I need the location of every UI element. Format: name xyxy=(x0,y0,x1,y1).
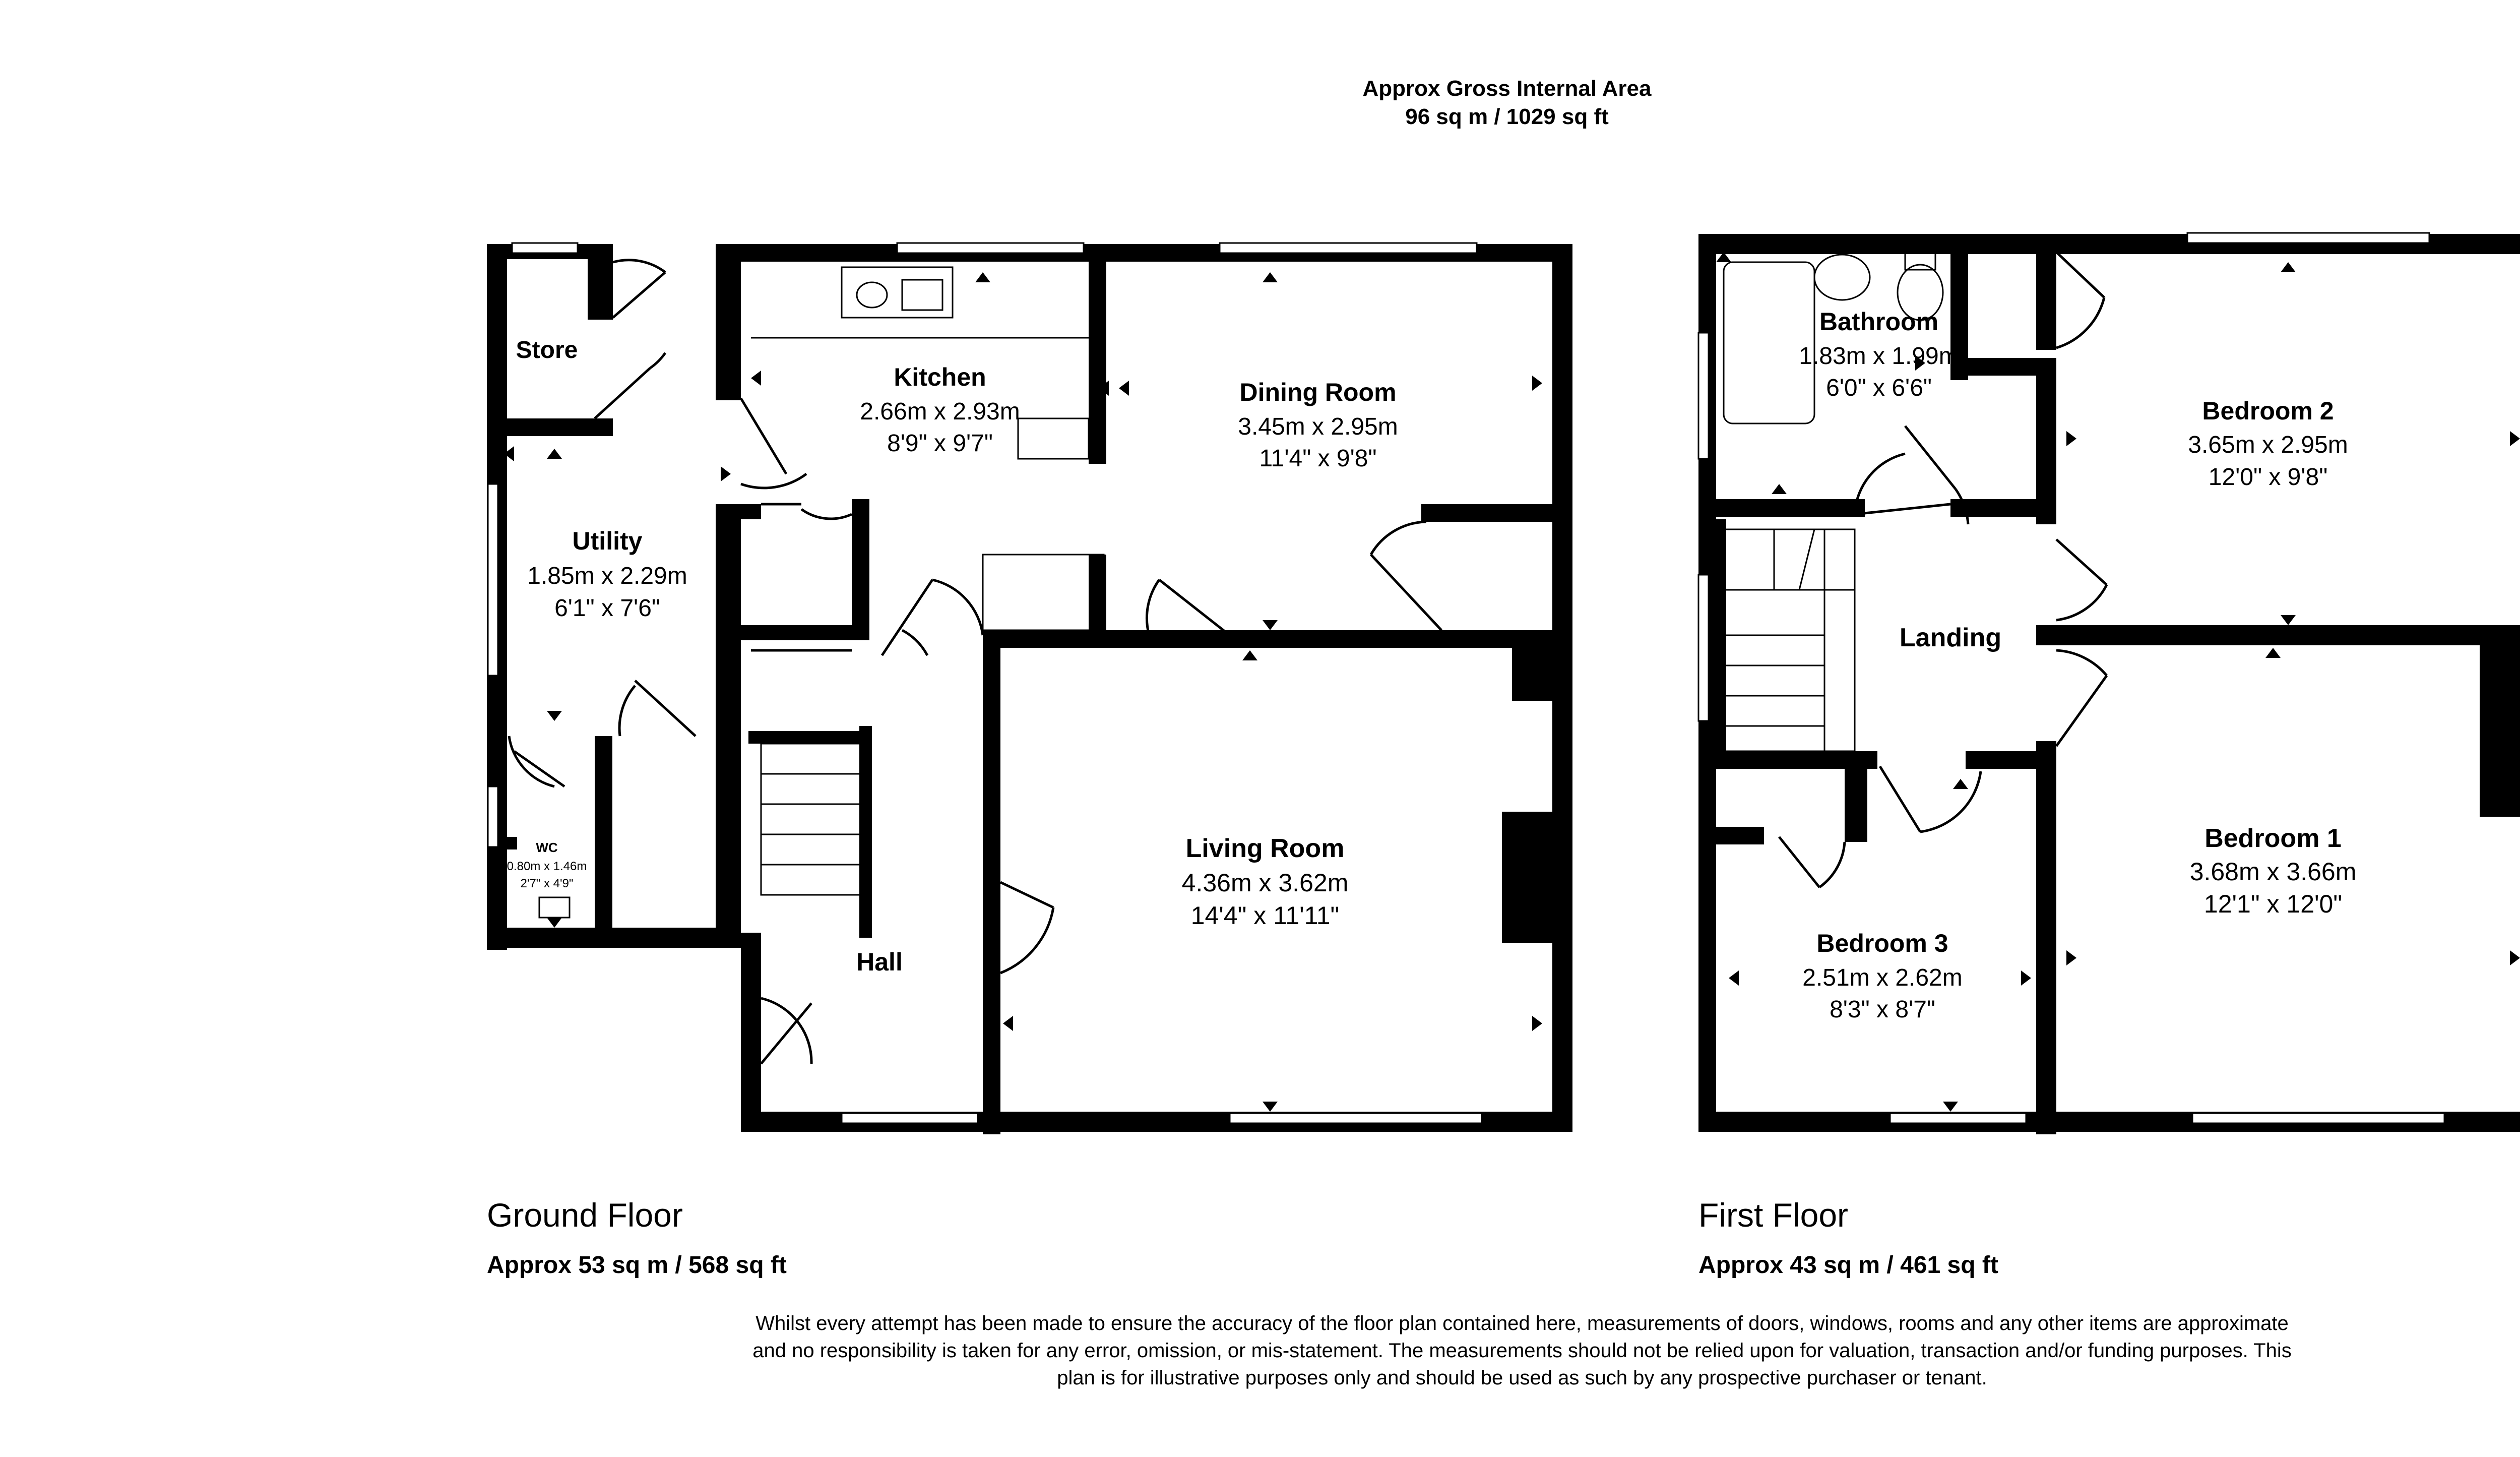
room-living xyxy=(1182,834,1349,930)
room-bedroom1 xyxy=(2190,824,2357,918)
room-name: Bedroom 1 xyxy=(2204,824,2342,853)
window xyxy=(842,1113,978,1123)
room-name: Kitchen xyxy=(894,363,986,391)
first-floor-area: Approx 43 sq m / 461 sq ft xyxy=(1698,1252,1998,1279)
ground-floor-plan xyxy=(487,243,1572,1134)
room-imperial: 11'4" x 9'8" xyxy=(1259,445,1377,472)
room-imperial: 12'1" x 12'0" xyxy=(2203,890,2343,918)
room-hall xyxy=(856,948,903,976)
window xyxy=(2187,233,2429,243)
window xyxy=(897,243,1084,253)
room-bedroom3 xyxy=(1802,929,1962,1023)
room-metric: 0.80m x 1.46m xyxy=(507,860,587,873)
ground-floor-title: Ground Floor xyxy=(487,1196,683,1234)
window xyxy=(488,786,498,847)
room-name: WC xyxy=(536,840,558,855)
room-imperial: 8'3" x 8'7" xyxy=(1830,996,1935,1023)
room-metric: 3.68m x 3.66m xyxy=(2189,858,2357,886)
room-name: Hall xyxy=(856,948,903,976)
gross-area-value: 96 sq m / 1029 sq ft xyxy=(1405,104,1609,129)
room-name: Utility xyxy=(572,527,643,555)
room-utility xyxy=(527,527,687,622)
room-imperial: 12'0" x 9'8" xyxy=(2208,464,2328,491)
window xyxy=(1220,243,1477,253)
room-landing xyxy=(1900,623,2001,652)
room-name: Bathroom xyxy=(1819,308,1939,336)
window xyxy=(2192,1113,2444,1123)
fridge-icon xyxy=(1018,418,1089,459)
room-imperial: 8'9" x 9'7" xyxy=(887,430,993,457)
wc-toilet-icon xyxy=(539,897,570,918)
room-name: Landing xyxy=(1899,623,2002,652)
room-kitchen xyxy=(860,363,1020,457)
disclaimer-text: Whilst every attempt has been made to ensure the accuracy of the floor plan contained here, measurements of doors, windows, rooms and any other items are approximate and no responsibility is taken for any error, omission, or mis-statement. The measurements should not be relied upon for valuation, transaction and/or funding purposes. This plan is for illustrative purposes only and should be used as such by any prospective purchaser or tenant. xyxy=(752,1312,2292,1389)
room-wc xyxy=(507,840,587,890)
ground-floor-fixtures xyxy=(539,267,1104,918)
room-name: Dining Room xyxy=(1239,378,1397,406)
room-bedroom2 xyxy=(2188,397,2348,491)
window xyxy=(1698,575,1709,721)
appliance-icon xyxy=(983,555,1104,630)
room-metric: 4.36m x 3.62m xyxy=(1181,869,1349,897)
room-metric: 1.83m x 1.99m xyxy=(1799,343,1959,370)
washbasin-icon xyxy=(1814,255,1870,300)
staircase xyxy=(761,744,862,895)
window xyxy=(1890,1113,2026,1123)
room-imperial: 2'7" x 4'9" xyxy=(520,877,574,890)
first-floor-title: First Floor xyxy=(1698,1196,1848,1234)
room-imperial: 14'4" x 11'11" xyxy=(1190,901,1340,930)
window xyxy=(1230,1113,1482,1123)
room-metric: 3.45m x 2.95m xyxy=(1238,413,1398,440)
room-bathroom xyxy=(1799,308,1959,401)
room-imperial: 6'1" x 7'6" xyxy=(554,595,660,622)
ground-floor-walls xyxy=(487,244,1572,1134)
room-name: Store xyxy=(516,337,578,363)
window xyxy=(488,484,498,676)
room-metric: 2.51m x 2.62m xyxy=(1802,964,1963,991)
room-metric: 3.65m x 2.95m xyxy=(2188,432,2348,458)
room-store xyxy=(516,337,578,363)
first-floor-staircase xyxy=(1719,529,1855,751)
room-name: Bedroom 3 xyxy=(1816,929,1948,957)
room-metric: 2.66m x 2.93m xyxy=(860,398,1020,425)
room-name: Bedroom 2 xyxy=(2202,397,2334,425)
window xyxy=(1698,333,1709,459)
first-floor-plan xyxy=(1698,233,2520,1134)
gross-area-title: Approx Gross Internal Area xyxy=(1362,76,1652,101)
room-metric: 1.85m x 2.29m xyxy=(527,563,687,589)
ground-floor-area: Approx 53 sq m / 568 sq ft xyxy=(487,1252,787,1279)
room-dining xyxy=(1238,378,1398,472)
window xyxy=(512,243,578,253)
room-imperial: 6'0" x 6'6" xyxy=(1826,375,1932,401)
room-name: Living Room xyxy=(1185,834,1345,863)
